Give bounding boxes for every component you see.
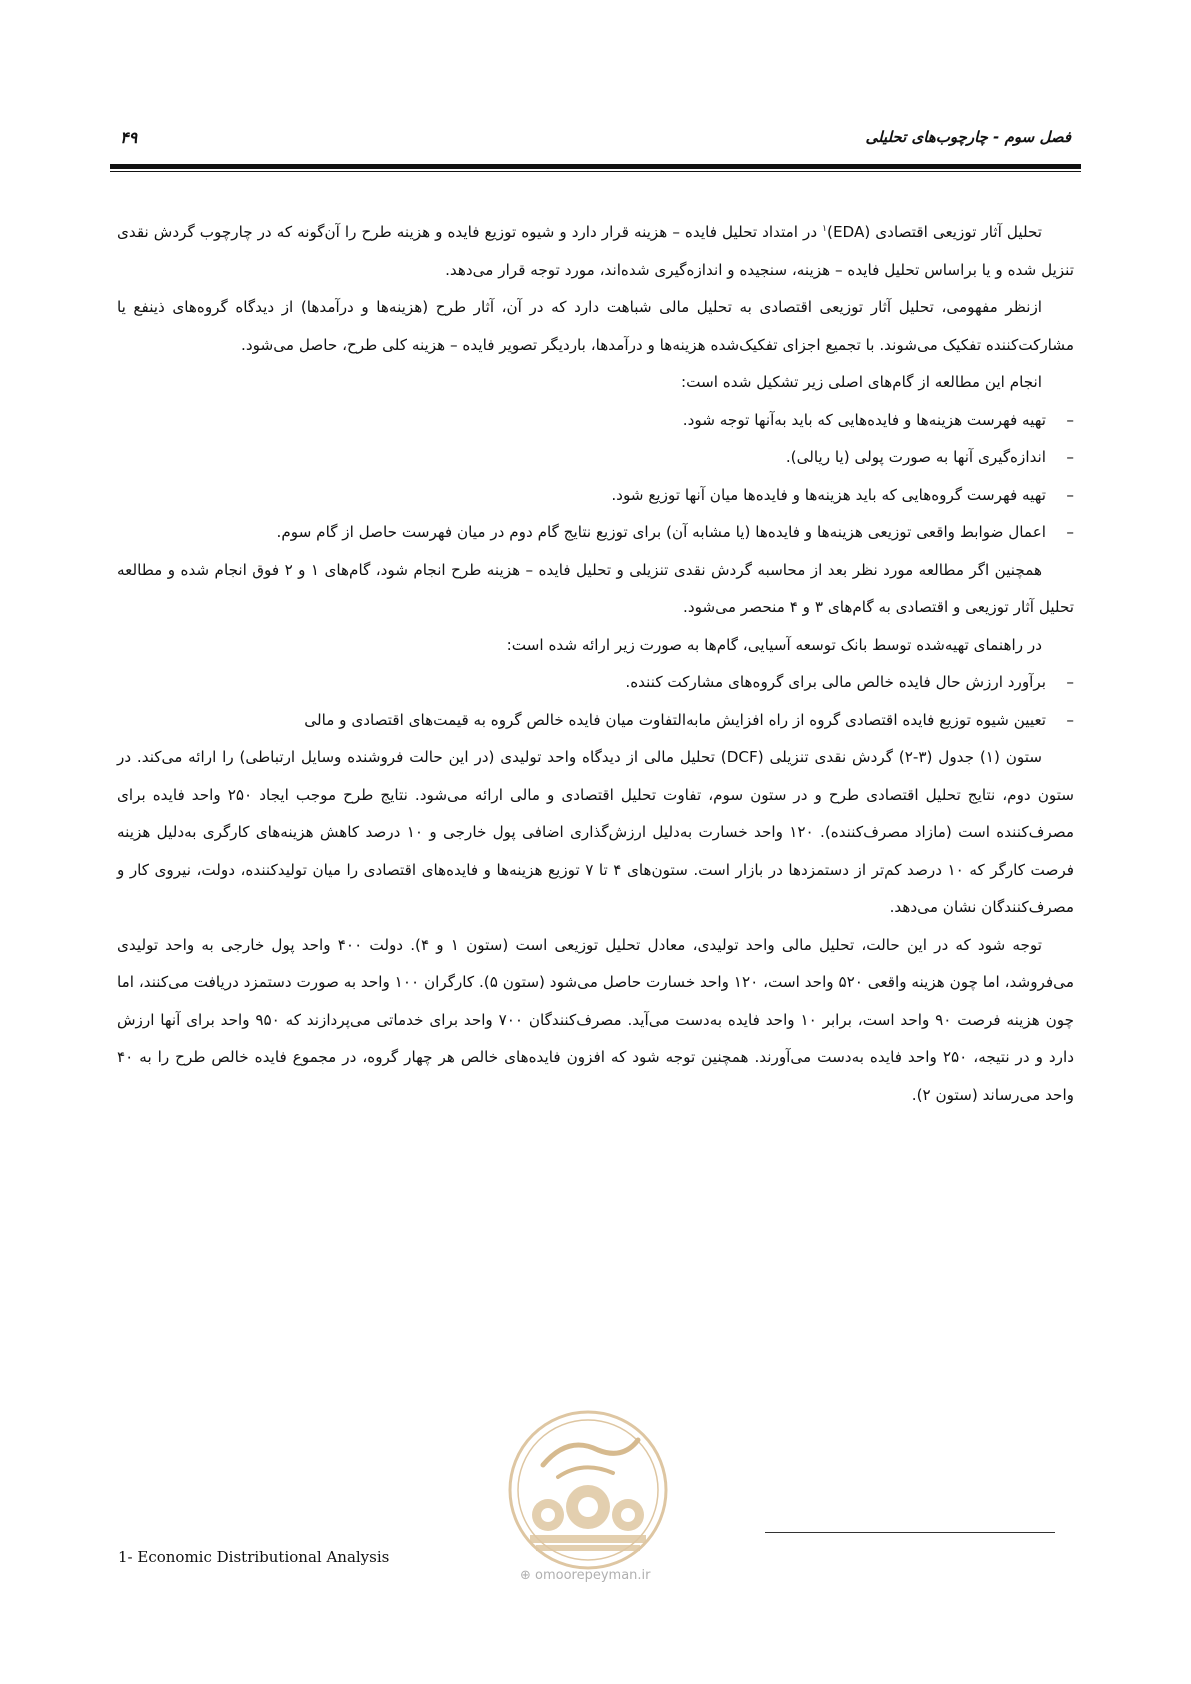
- dash-bullet: –: [1066, 673, 1074, 691]
- dash-bullet: –: [1066, 710, 1074, 729]
- list-item-text: اعمال ضوابط واقعی توزیعی هزینه‌ها و فایده‌ها (یا مشابه آن) برای توزیع نتایج گام دوم در میان فهرست حاصل از گام سوم.: [276, 523, 1046, 541]
- list-item: [117, 477, 1074, 515]
- footnote-marker: ۱: [822, 223, 827, 234]
- list-item-text: تهیه فهرست گروه‌هایی که باید هزینه‌ها و فایده‌ها میان آنها توزیع شود.: [611, 485, 1046, 504]
- list-item: [117, 402, 1074, 440]
- paragraph-text: تحلیل آثار توزیعی اقتصادی (EDA): [827, 223, 1043, 241]
- list-item: [117, 439, 1074, 477]
- list-item: [117, 664, 1074, 702]
- page-number: ۴۹: [120, 128, 138, 147]
- list-item-text: تهیه فهرست هزینه‌ها و فایده‌هایی که باید به‌آنها توجه شود.: [682, 410, 1046, 429]
- body-text: [117, 214, 1074, 1114]
- list-item-text: اندازه‌گیری آنها به صورت پولی (یا ریالی).: [785, 448, 1046, 466]
- header-rule-thin: [110, 171, 1081, 172]
- list-item-text: تعیین شیوه توزیع فایده اقتصادی گروه از راه افزایش مابه‌التفاوت میان فایده خالص گروه به قیمت‌های اقتصادی و مالی: [304, 710, 1046, 729]
- paragraph-text: در امتداد تحلیل فایده – هزینه قرار دارد و شیوه توزیع فایده و هزینه طرح را آن‌گونه که در چارچوب گردش نقدی تنزیل شده و یا براساس تحلیل فایده – هزینه، سنجیده و اندازه‌گیری شده‌اند، مورد توجه قرار می‌دهد.: [117, 223, 1074, 279]
- paragraph: در راهنمای تهیه‌شده توسط بانک توسعه آسیایی، گام‌ها به صورت زیر ارائه شده است:: [506, 635, 1042, 654]
- dash-bullet: –: [1066, 448, 1074, 466]
- list-item: [117, 514, 1074, 552]
- footnote: 1- Economic Distributional Analysis: [118, 1548, 390, 1566]
- paragraph: انجام این مطالعه از گام‌های اصلی زیر تشکیل شده است:: [680, 373, 1042, 391]
- chapter-title: فصل سوم - چارچوب‌های تحلیلی: [865, 128, 1071, 146]
- dash-bullet: –: [1066, 410, 1074, 429]
- list-item-text: برآورد ارزش حال فایده خالص مالی برای گروه‌های مشارکت کننده.: [625, 673, 1046, 691]
- paragraph: ستون (۱) جدول (۳-۲) گردش نقدی تنزیلی (DCF) تحلیل مالی از دیدگاه واحد تولیدی (در این حالت فروشنده وسایل ارتباطی) را ارائه می‌کند. در ستون دوم، نتایج تحلیل اقتصادی طرح و در ستون سوم، تفاوت تحلیل اقتصادی و مالی ارائه می‌شود. نتایج طرح موجب ایجاد ۲۵۰ واحد فایده برای مصرف‌کننده است (مازاد مصرف‌کننده). ۱۲۰ واحد خسارت به‌دلیل ارزش‌گذاری اضافی پول خارجی و ۱۰ درصد کاهش هزینه‌های کارگری به‌دلیل هزینه فرصت کارگر که ۱۰ درصد کم‌تر از دستمزدها در بازار است. ستون‌های ۴ تا ۷ توزیع هزینه‌ها و فایده‌های اقتصادی را میان تولیدکننده، دولت، نیروی کار و مصرف‌کنندگان نشان می‌دهد.: [117, 748, 1075, 916]
- header-rule-thick: [110, 164, 1081, 169]
- watermark-logo: [488, 1395, 688, 1595]
- watermark-url-text: omoorepeyman.ir: [535, 1568, 651, 1583]
- dash-bullet: –: [1066, 523, 1074, 541]
- footnote-rule: [765, 1532, 1055, 1533]
- paragraph: [117, 214, 1074, 289]
- paragraph: همچنین اگر مطالعه مورد نظر بعد از محاسبه گردش نقدی تنزیلی و تحلیل فایده – هزینه طرح انجام شود، گام‌های ۱ و ۲ فوق انجام شده و مطالعه تحلیل آثار توزیعی و اقتصادی به گام‌های ۳ و ۴ منحصر می‌شود.: [117, 560, 1074, 616]
- paragraph: توجه شود که در این حالت، تحلیل مالی واحد تولیدی، معادل تحلیل توزیعی است (ستون ۱ و ۴). دولت ۴۰۰ واحد پول خارجی به واحد تولیدی می‌فروشد، اما چون هزینه واقعی ۵۲۰ واحد است، ۱۲۰ واحد خسارت حاصل می‌شود (ستون ۵). کارگران ۱۰۰ واحد به صورت دستمزد دریافت می‌کنند، اما چون هزینه فرصت ۹۰ واحد است، برابر ۱۰ واحد فایده به‌دست می‌آید. مصرف‌کنندگان ۷۰۰ واحد برای خدماتی می‌پردازند که ۹۵۰ واحد برای آنها ارزش دارد و در نتیجه، ۲۵۰ واحد فایده به‌دست می‌آورند. همچنین توجه شود که افزون فایده‌های خالص هر چهار گروه، در مجموع فایده خالص طرح را به ۴۰ واحد می‌رساند (ستون ۲).: [117, 935, 1074, 1104]
- paragraph: ازنظر مفهومی، تحلیل آثار توزیعی اقتصادی به تحلیل مالی شباهت دارد که در آن، آثار طرح (هزینه‌ها و درآمدها) از دیدگاه گروه‌های ذینفع یا مشارکت‌کننده تفکیک می‌شوند. با تجمیع اجزای تفکیک‌شده هزینه‌ها و درآمدها، باردیگر تصویر فایده – هزینه کلی طرح، حاصل می‌شود.: [117, 298, 1074, 354]
- dash-bullet: –: [1066, 485, 1074, 504]
- watermark-url: ⊕ omoorepeyman.ir: [520, 1568, 651, 1583]
- list-item: [117, 702, 1074, 740]
- page-header: [120, 118, 1071, 162]
